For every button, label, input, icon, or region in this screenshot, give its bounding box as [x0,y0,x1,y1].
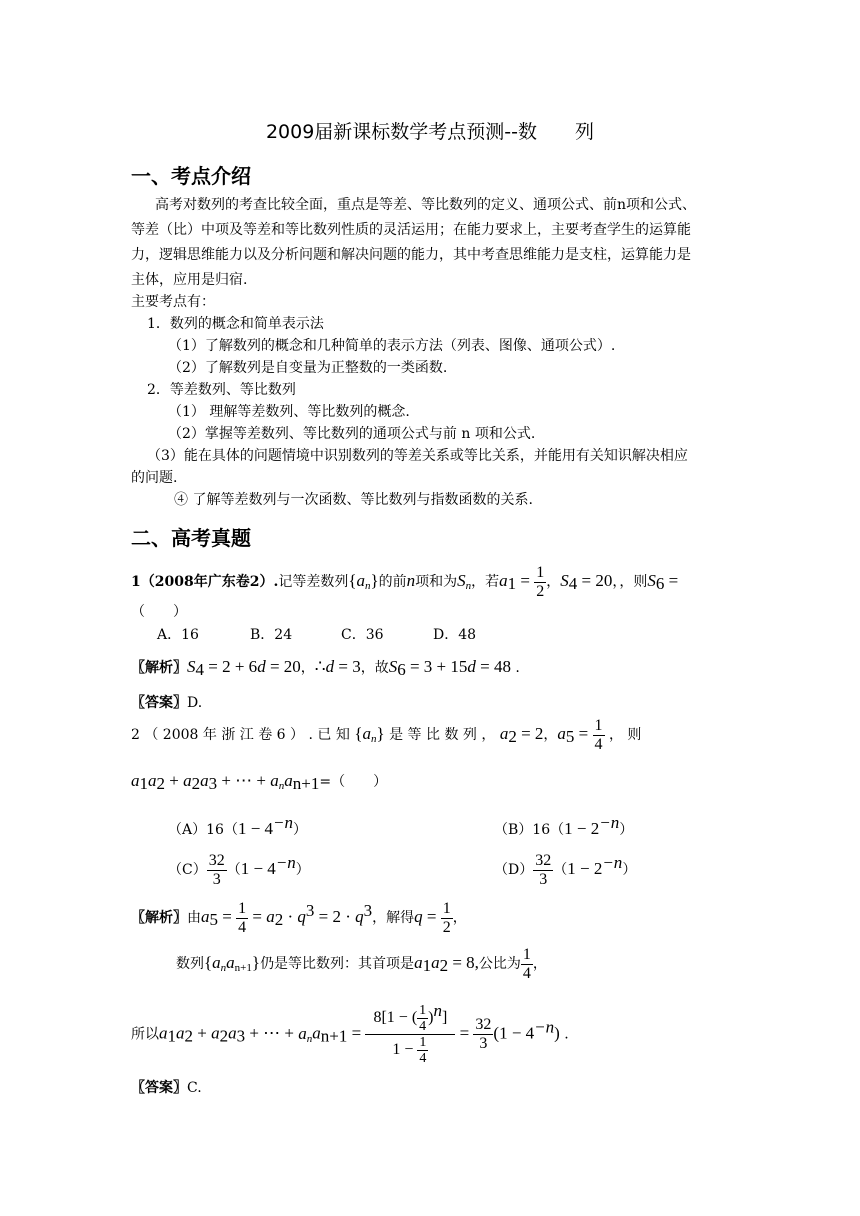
q1-option-b: B．24 [250,627,293,643]
q2-sum-expression: $a_1a_2 + a_2a_3$ + ⋯ + $a_na_{n+1}=$（ ） [131,771,388,793]
intro-line-2: 等差（比）中项及等差和等比数列性质的灵活运用；在能力要求上，主要考查学生的运算能 [131,222,691,238]
q2-analysis-line3: 所以$a_1a_2 + a_2a_3$ + ⋯ + $a_na_{n+1}$ = 8[1 − ( $\frac{1}{4}$ )$^n$] 1 − $\frac{1}{4}$ = $\frac{32}{3}$ $(1 - 4^{-n})$ . [131,1001,569,1066]
section-heading-intro: 一、考点介绍 [131,164,251,188]
q1-source: 1（2008年广东卷2）. [131,574,279,590]
point-2: 2．等差数列、等比数列 [147,382,296,398]
q1-option-d: D．48 [433,627,477,643]
q2-option-d: （D） $\frac{32}{3}$ $(1 - 2^{-n})$ [494,851,637,888]
q2-option-c: （C） $\frac{32}{3}$ $(1 - 4^{-n})$ [168,851,310,888]
q2-answer: 〖答案〗C. [131,1080,202,1096]
point-2-2: （2）掌握等差数列、等比数列的通项公式与前 n 项和公式. [168,426,536,442]
q2-big-fraction: 8[1 − ( $\frac{1}{4}$ )$^n$] 1 − $\frac{1}{4}$ [365,1003,455,1066]
q2-fraction-quarter: $\frac{1}{4}$ [594,716,603,753]
q2-analysis-line2: 数列$\{a_na_{n+1}\}$仍是等比数列：其首项是$a_1a_2 = 8$,公比为 $\frac{1}{4}$ ， [176,945,547,982]
section-heading-exam: 二、高考真题 [131,526,251,550]
q1-stem: 1（2008年广东卷2）.记等差数列$\{a_n\}$的前n项和为$S_n$，若$a_1$ = $\frac{1}{2}$ ，$S_4 = 20$，，则$S_6$ = [131,563,679,600]
points-label: 主要考点有： [131,294,215,310]
q1-option-a: A．16 [157,627,199,643]
point-2-3: （3）能在具体的问题情境中识别数列的等差关系或等比关系，并能用有关知识解决相应 [147,448,688,464]
point-1-1: （1）了解数列的概念和几种简单的表示方法（列表、图像、通项公式）. [168,338,616,354]
q1-analysis: 〖解析〗$S_4 = 2 + 6d = 20$，∴d = 3，故$S_6 = 3 + 15d = 48$ . [131,657,520,679]
intro-line-1: 高考对数列的考查比较全面，重点是等差、等比数列的定义、通项公式、前n项和公式、 [155,197,697,213]
page-title: 2009届新课标数学考点预测--数 列 [265,121,595,143]
q2-option-b: $(B)16(1 - 2^{-n})$ [494,813,634,838]
point-1-2: （2）了解数列是自变量为正整数的一类函数. [168,360,448,376]
q1-answer: 〖答案〗D. [131,695,203,711]
point-2-1: （1） 理解等差数列、等比数列的概念. [168,404,410,420]
intro-line-4: 主体，应用是归宿. [131,272,248,288]
point-2-4: ④ 了解等差数列与一次函数、等比数列与指数函数的关系. [174,492,533,508]
q1-fraction-half: $\frac{1}{2}$ [536,563,545,600]
q1-option-c: C．36 [341,627,384,643]
q1-paren: （ ） [131,604,187,620]
point-1: 1．数列的概念和简单表示法 [147,316,324,332]
point-2-3-cont: 的问题. [131,470,178,486]
q2-option-a: $(A)16(1 - 4^{-n})$ [168,813,308,838]
q2-stem: 2 （ 2008 年 浙 江 卷 6 ） . 已 知 $\{a_n\}$ 是 等 比 数 列 ， $a_2 = 2$，$a_5$ = $\frac{1}{4}$ ， 则 [131,716,642,753]
q2-analysis-line1: 〖解析〗由$a_5$ = $\frac{1}{4}$ = $a_2 \cdot q^3 = 2 \cdot q^3$，解得q = $\frac{1}{2}$ ， [131,899,467,936]
intro-line-3: 力，逻辑思维能力以及分析问题和解决问题的能力，其中考查思维能力是支柱，运算能力是 [131,247,691,263]
